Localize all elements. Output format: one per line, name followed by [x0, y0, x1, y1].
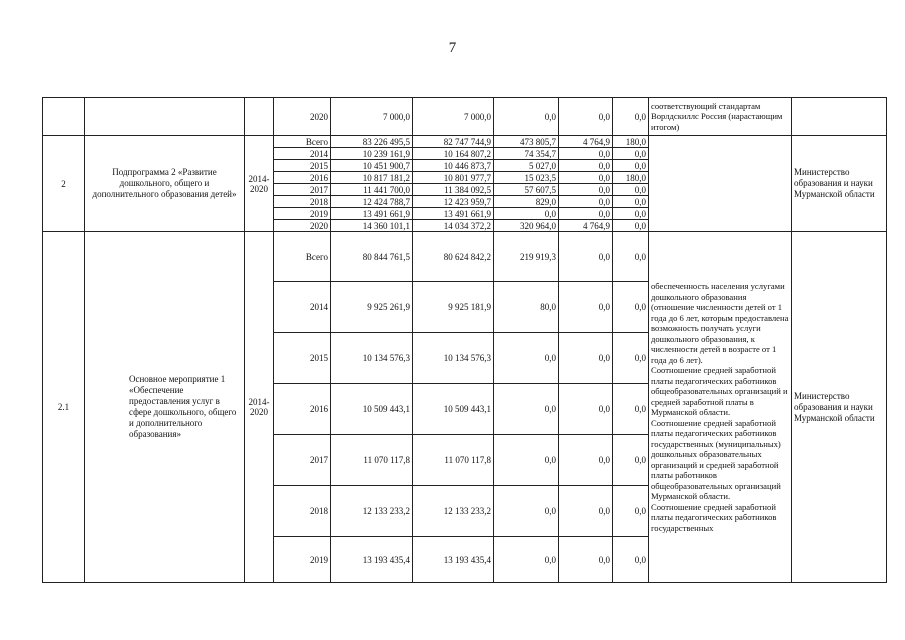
- col3-cell: 15 023,5: [494, 172, 559, 184]
- col2-cell: 9 925 181,9: [413, 282, 494, 333]
- col4-cell: 0,0: [559, 160, 613, 172]
- col5-cell: 0,0: [613, 160, 649, 172]
- total-cell: 12 133 233,2: [331, 486, 413, 537]
- event-indicators: [649, 232, 792, 583]
- col2-cell: 13 193 435,4: [413, 537, 494, 583]
- indicator-text: Соотношение средней заработной платы педагогических работников государственных (муниципальных) дошкольных образовательных организаций и средней заработной платы работников общеобразовательных организаций Мурманской области.: [651, 417, 781, 501]
- col4-cell: 4 764,9: [559, 136, 613, 148]
- event-period: 2014-2020: [245, 232, 274, 583]
- col2-cell: 12 423 959,7: [413, 196, 494, 208]
- col5-cell: 0,0: [613, 148, 649, 160]
- total-cell: 10 817 181,2: [331, 172, 413, 184]
- total-cell: 83 226 495,5: [331, 136, 413, 148]
- total-cell: 80 844 761,5: [331, 232, 413, 282]
- col5-cell: 0,0: [613, 232, 649, 282]
- col2-cell: 82 747 744,9: [413, 136, 494, 148]
- year-cell: 2014: [274, 282, 331, 333]
- col4-cell: 0,0: [559, 486, 613, 537]
- col2-cell: 10 801 977,7: [413, 172, 494, 184]
- col4-cell: 0,0: [559, 148, 613, 160]
- col5-cell: 0,0: [613, 220, 649, 232]
- col5-cell: 0,0: [613, 486, 649, 537]
- year-cell: 2019: [274, 208, 331, 220]
- col3-cell: 0,0: [494, 486, 559, 537]
- col5-cell: 0,0: [613, 537, 649, 583]
- col3-cell: 0,0: [494, 537, 559, 583]
- total-cell: 12 424 788,7: [331, 196, 413, 208]
- year-cell: 2015: [274, 333, 331, 384]
- col5-cell: 0,0: [613, 196, 649, 208]
- col2-cell: 11 384 092,5: [413, 184, 494, 196]
- indicator-text: обеспеченность населения услугами дошкольного образования (отношение численности детей от 1 года до 6 лет, которым предоставлена возможность получать услуги дошкольного образования, к численности детей в возрасте от 1 года до 6 лет).: [651, 281, 789, 365]
- col4-cell: 0,0: [559, 537, 613, 583]
- total-cell: 11 441 700,0: [331, 184, 413, 196]
- total-cell: 9 925 261,9: [331, 282, 413, 333]
- total-cell: 10 509 443,1: [331, 384, 413, 435]
- col4-cell: 0,0: [559, 184, 613, 196]
- total-cell: 10 451 900,7: [331, 160, 413, 172]
- table-row: [43, 98, 887, 136]
- col4-cell: 0,0: [559, 282, 613, 333]
- col4-cell: 0,0: [559, 435, 613, 486]
- col5-cell: 0,0: [613, 184, 649, 196]
- period-cell: [245, 98, 274, 136]
- year-cell: 2014: [274, 148, 331, 160]
- col2-cell: 14 034 372,2: [413, 220, 494, 232]
- event-owner: Министерство образования и науки Мурманской области: [792, 232, 887, 583]
- col4-cell: 0,0: [559, 384, 613, 435]
- total-cell: 13 491 661,9: [331, 208, 413, 220]
- year-cell: Всего: [274, 136, 331, 148]
- year-cell: 2017: [274, 184, 331, 196]
- total-cell: 10 239 161,9: [331, 148, 413, 160]
- col2-cell: 10 509 443,1: [413, 384, 494, 435]
- col3-cell: 0,0: [494, 384, 559, 435]
- col2-cell: 10 134 576,3: [413, 333, 494, 384]
- col3-cell: 219 919,3: [494, 232, 559, 282]
- col3-cell: 829,0: [494, 196, 559, 208]
- owner-cell: [792, 98, 887, 136]
- col3-cell: 320 964,0: [494, 220, 559, 232]
- col4-cell: 4 764,9: [559, 220, 613, 232]
- col5-cell: 0,0: [613, 282, 649, 333]
- year-cell: 2020: [274, 220, 331, 232]
- col5-cell: 180,0: [613, 136, 649, 148]
- total-cell: 10 134 576,3: [331, 333, 413, 384]
- col5-cell: 0,0: [613, 333, 649, 384]
- indicator-cell: соответствующий стандартам Ворлдскиллс Россия (нарастающим итогом): [649, 98, 792, 136]
- indicator-text: Соотношение средней заработной платы педагогических работников государственных: [651, 501, 777, 533]
- total-cell: 13 193 435,4: [331, 537, 413, 583]
- year-cell: 2016: [274, 172, 331, 184]
- indicator-text: Соотношение средней заработной платы педагогических работников общеобразовательных организаций и средней заработной платы в Мурманской области.: [651, 365, 788, 417]
- year-cell: 2020: [274, 98, 331, 136]
- col2-cell: 13 491 661,9: [413, 208, 494, 220]
- program-table: [42, 97, 887, 583]
- total-cell: 7 000,0: [331, 98, 413, 136]
- col3-cell: 0,0: [494, 98, 559, 136]
- col3-cell: 74 354,7: [494, 148, 559, 160]
- title-cell: [85, 98, 245, 136]
- year-cell: 2018: [274, 196, 331, 208]
- col5-cell: 0,0: [613, 98, 649, 136]
- col3-cell: 80,0: [494, 282, 559, 333]
- year-cell: 2019: [274, 537, 331, 583]
- subprogram-title: Подпрограмма 2 «Развитие дошкольного, общего и дополнительного образования детей»: [85, 136, 245, 232]
- table-row: [43, 136, 887, 148]
- total-cell: 14 360 101,1: [331, 220, 413, 232]
- subprogram-period: 2014-2020: [245, 136, 274, 232]
- subprogram-owner: Министерство образования и науки Мурманской области: [792, 136, 887, 232]
- col4-cell: 0,0: [559, 232, 613, 282]
- year-cell: 2017: [274, 435, 331, 486]
- col2-cell: 7 000,0: [413, 98, 494, 136]
- year-cell: Всего: [274, 232, 331, 282]
- col5-cell: 0,0: [613, 435, 649, 486]
- col2-cell: 80 624 842,2: [413, 232, 494, 282]
- table-row: [43, 232, 887, 282]
- year-cell: 2018: [274, 486, 331, 537]
- page-number: 7: [448, 40, 457, 56]
- col3-cell: 0,0: [494, 208, 559, 220]
- year-cell: 2016: [274, 384, 331, 435]
- col2-cell: 10 446 873,7: [413, 160, 494, 172]
- num-cell: [43, 98, 85, 136]
- col4-cell: 0,0: [559, 98, 613, 136]
- col2-cell: 10 164 807,2: [413, 148, 494, 160]
- col3-cell: 5 027,0: [494, 160, 559, 172]
- col5-cell: 180,0: [613, 172, 649, 184]
- col5-cell: 0,0: [613, 208, 649, 220]
- col3-cell: 0,0: [494, 333, 559, 384]
- subprogram-indicator: [649, 136, 792, 232]
- col4-cell: 0,0: [559, 333, 613, 384]
- event-number: 2.1: [43, 232, 85, 583]
- col4-cell: 0,0: [559, 172, 613, 184]
- total-cell: 11 070 117,8: [331, 435, 413, 486]
- col4-cell: 0,0: [559, 208, 613, 220]
- col2-cell: 12 133 233,2: [413, 486, 494, 537]
- year-cell: 2015: [274, 160, 331, 172]
- col3-cell: 0,0: [494, 435, 559, 486]
- col5-cell: 0,0: [613, 384, 649, 435]
- col4-cell: 0,0: [559, 196, 613, 208]
- col3-cell: 473 805,7: [494, 136, 559, 148]
- col3-cell: 57 607,5: [494, 184, 559, 196]
- subprogram-number: 2: [43, 136, 85, 232]
- event-title: Основное мероприятие 1 «Обеспечение предоставления услуг в сфере дошкольного, общего и дополнительного образования»: [85, 232, 245, 583]
- col2-cell: 11 070 117,8: [413, 435, 494, 486]
